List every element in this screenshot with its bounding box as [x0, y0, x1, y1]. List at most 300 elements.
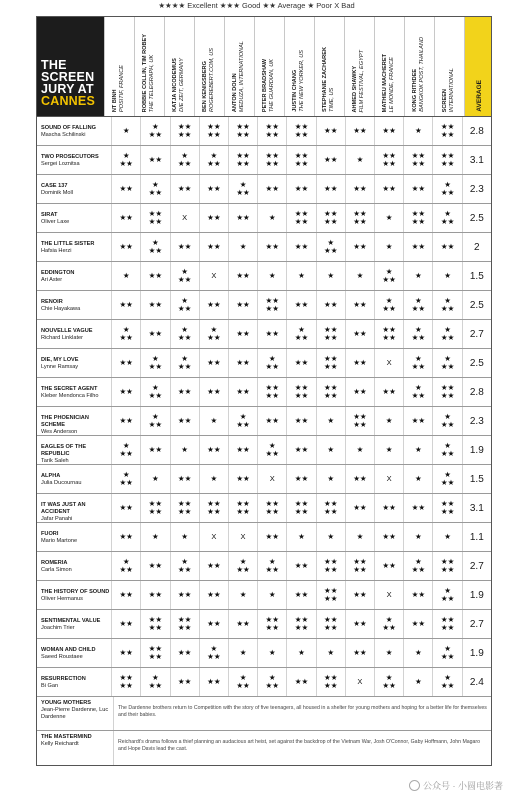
rating-cell — [316, 407, 345, 435]
rating-stars: ★★ — [236, 499, 250, 508]
rating-cell — [170, 494, 199, 522]
critic-label — [412, 37, 426, 112]
rating-cell — [345, 291, 374, 319]
rating-cell — [345, 407, 374, 435]
film-director: Ari Aster — [41, 277, 63, 283]
rating-stars: ★ — [444, 673, 451, 682]
rating-stars: ★★ — [411, 304, 426, 313]
rating-cell — [199, 146, 228, 174]
rating-cell — [316, 465, 345, 493]
rating-cell — [228, 523, 257, 551]
rating-stars: ★★ — [148, 188, 163, 197]
rating-stars: ★★ — [148, 300, 163, 309]
rating-cell — [199, 175, 228, 203]
rating-stars: X — [269, 474, 275, 483]
rating-cell — [345, 117, 374, 145]
critic-column-header — [164, 17, 194, 116]
rating-stars: ★★ — [119, 358, 133, 367]
rating-cell — [286, 233, 315, 261]
rating-stars: ★ — [268, 648, 276, 657]
rating-stars: ★★ — [323, 383, 338, 392]
rating-stars: ★★ — [119, 565, 133, 574]
rating-cell — [432, 639, 461, 667]
rating-stars: ★★ — [177, 122, 192, 131]
rating-stars: ★★ — [440, 130, 455, 139]
film-title: ALPHA — [41, 473, 61, 479]
rating-stars: ★★ — [353, 184, 367, 193]
rating-cell — [228, 668, 257, 696]
rating-stars: ★ — [415, 474, 422, 483]
rating-cell — [403, 494, 432, 522]
rating-stars: ★ — [181, 354, 188, 363]
average-score: 1.5 — [462, 262, 491, 290]
rating-stars: ★★ — [207, 652, 221, 661]
film-info — [37, 146, 111, 174]
rating-stars: ★ — [385, 213, 393, 222]
critic-label — [262, 59, 276, 112]
rating-cell — [345, 436, 374, 464]
rating-stars: ★ — [444, 296, 451, 305]
rating-stars: ★ — [415, 648, 422, 657]
rating-stars: ★ — [385, 615, 393, 624]
rating-stars: ★★ — [440, 391, 455, 400]
rating-cell — [257, 407, 286, 435]
film-info — [37, 233, 111, 261]
rating-cell — [374, 639, 403, 667]
rating-cell — [286, 465, 315, 493]
rating-stars: ★★ — [440, 565, 455, 574]
rating-cell — [170, 465, 199, 493]
rating-stars: ★★ — [440, 362, 455, 371]
film-director: Hafsia Herzi — [41, 248, 72, 254]
rating-stars: ★★ — [207, 242, 221, 251]
critic-name: MATHIEU MACHERET — [382, 53, 389, 112]
rating-stars: ★★ — [440, 188, 455, 197]
rating-stars: ★★ — [323, 391, 338, 400]
rating-cell — [170, 523, 199, 551]
rating-cell — [228, 175, 257, 203]
film-title: SIRAT — [41, 212, 58, 218]
rating-stars: ★ — [415, 271, 422, 280]
rating-stars: ★★ — [440, 304, 455, 313]
critic-column-header — [434, 17, 464, 116]
rating-cell — [257, 552, 286, 580]
rating-stars: ★★ — [294, 217, 309, 226]
rating-stars: ★★ — [177, 275, 192, 284]
rating-stars: ★★ — [207, 619, 221, 628]
rating-stars: ★★ — [236, 151, 250, 160]
rating-stars: ★★ — [236, 445, 250, 454]
rating-cell — [316, 668, 345, 696]
rating-cell — [403, 204, 432, 232]
rating-cell — [316, 320, 345, 348]
average-score: 2.7 — [462, 610, 491, 638]
rating-cell — [432, 204, 461, 232]
rating-stars: ★ — [152, 354, 159, 363]
rating-cell — [403, 639, 432, 667]
rating-stars: ★★ — [323, 333, 338, 342]
average-header-label: AVERAGE — [476, 80, 484, 112]
rating-stars: ★★ — [294, 499, 309, 508]
rating-stars: ★★ — [265, 383, 279, 392]
rating-stars: ★★ — [323, 354, 338, 363]
rating-cell — [374, 552, 403, 580]
film-director: Kleber Mendonca Filho — [41, 393, 99, 399]
rating-stars: ★★ — [119, 416, 133, 425]
rating-cell — [432, 349, 461, 377]
rating-cell — [140, 552, 169, 580]
rating-cell — [286, 552, 315, 580]
rating-stars: ★★ — [323, 594, 338, 603]
film-director: Mario Martone — [41, 538, 78, 544]
film-info — [37, 175, 111, 203]
rating-cell — [286, 378, 315, 406]
rating-cell — [140, 465, 169, 493]
rating-stars: ★★ — [177, 333, 192, 342]
film-director: Wes Anderson — [41, 429, 78, 435]
film-director: Jafar Panahi — [41, 516, 73, 522]
rating-stars: ★★ — [411, 151, 426, 160]
rating-cell — [199, 349, 228, 377]
rating-stars: ★★ — [119, 184, 133, 193]
rating-stars: ★★ — [148, 499, 163, 508]
rating-stars: ★★ — [177, 304, 192, 313]
rating-cell — [432, 668, 461, 696]
rating-stars: ★★ — [119, 503, 133, 512]
rating-stars: ★★ — [207, 122, 221, 131]
rating-stars: ★★ — [294, 151, 309, 160]
wechat-icon — [409, 780, 420, 791]
rating-stars: ★ — [327, 238, 335, 247]
film-title: THE MASTERMIND — [41, 734, 92, 740]
rating-stars: ★ — [210, 151, 218, 160]
rating-stars: ★★ — [119, 532, 133, 541]
rating-cell — [286, 117, 315, 145]
rating-cell — [316, 349, 345, 377]
critic-publication: DIE ZEIT, GERMANY — [179, 58, 186, 112]
average-score: 2 — [462, 233, 491, 261]
rating-stars: ★ — [385, 445, 393, 454]
rating-cell — [403, 552, 432, 580]
rating-cell — [140, 639, 169, 667]
rating-cell — [403, 146, 432, 174]
rating-stars: ★★ — [323, 565, 338, 574]
rating-cell — [403, 117, 432, 145]
rating-cell — [432, 465, 461, 493]
rating-stars: ★★ — [265, 416, 279, 425]
rating-cell — [286, 291, 315, 319]
rating-stars: ★★ — [294, 358, 309, 367]
rating-stars: ★ — [327, 474, 335, 483]
rating-cell — [111, 378, 140, 406]
film-row — [37, 349, 491, 378]
film-info — [37, 407, 111, 435]
film-info — [37, 436, 111, 464]
rating-stars: ★ — [152, 412, 159, 421]
rating-cell — [199, 494, 228, 522]
average-score: 2.3 — [462, 175, 491, 203]
film-director: Joachim Trier — [41, 625, 75, 631]
critic-label — [172, 58, 186, 112]
rating-cell — [286, 639, 315, 667]
rating-stars: ★★ — [440, 449, 455, 458]
rating-stars: ★ — [239, 673, 247, 682]
rating-stars: ★★ — [236, 565, 250, 574]
rating-cell — [170, 117, 199, 145]
rating-cell — [140, 523, 169, 551]
average-score: 1.9 — [462, 436, 491, 464]
rating-stars: ★★ — [323, 673, 338, 682]
rating-cell — [432, 175, 461, 203]
rating-cell — [345, 233, 374, 261]
average-score: 2.3 — [462, 407, 491, 435]
rating-stars: ★★ — [294, 159, 309, 168]
critic-column-header — [344, 17, 374, 116]
film-title: IT WAS JUST AN ACCIDENT — [41, 502, 86, 515]
rating-stars: ★★ — [440, 615, 455, 624]
rating-stars: ★★ — [440, 681, 455, 690]
rating-stars: ★ — [356, 445, 364, 454]
critic-publication: POSITIF, FRANCE — [119, 64, 126, 112]
rating-stars: ★ — [444, 644, 451, 653]
rating-stars: ★★ — [440, 217, 455, 226]
rating-cell — [403, 175, 432, 203]
rating-stars: ★ — [444, 586, 451, 595]
rating-cell — [432, 291, 461, 319]
rating-cell — [286, 668, 315, 696]
jury-grid — [36, 16, 492, 766]
rating-stars: ★★ — [382, 532, 396, 541]
film-info — [37, 610, 111, 638]
rating-cell — [403, 378, 432, 406]
film-row — [37, 407, 491, 436]
rating-cell — [403, 407, 432, 435]
rating-cell — [170, 610, 199, 638]
rating-cell — [228, 581, 257, 609]
rating-stars: X — [386, 358, 392, 367]
rating-stars: ★ — [239, 180, 247, 189]
film-title: FUORI — [41, 531, 59, 537]
rating-stars: ★★ — [207, 213, 221, 222]
rating-cell — [316, 581, 345, 609]
title-line-2: SCREEN — [41, 70, 95, 84]
rating-stars: ★★ — [207, 561, 221, 570]
rating-stars: ★ — [122, 126, 130, 135]
rating-cell — [432, 262, 461, 290]
rating-stars: ★★ — [323, 246, 338, 255]
rating-cell — [345, 523, 374, 551]
title-line-1: THE — [41, 58, 67, 72]
critic-name: STEPHANIE ZACHAREK — [322, 47, 329, 112]
rating-stars: ★ — [268, 590, 276, 599]
rating-stars: ★★ — [119, 300, 133, 309]
critic-label — [112, 65, 126, 112]
critic-name: NT BINH — [112, 89, 119, 112]
rating-cell — [316, 204, 345, 232]
rating-stars: ★★ — [148, 130, 163, 139]
average-score: 1.9 — [462, 639, 491, 667]
rating-cell — [374, 291, 403, 319]
critic-label — [232, 41, 246, 112]
rating-stars: ★★ — [236, 681, 250, 690]
rating-stars: ★★ — [353, 358, 367, 367]
rating-cell — [374, 378, 403, 406]
rating-cell — [374, 233, 403, 261]
rating-stars: ★★ — [177, 499, 192, 508]
critic-column-header — [254, 17, 284, 116]
rating-stars: ★★ — [323, 499, 338, 508]
rating-cell — [257, 262, 286, 290]
rating-stars: ★★ — [382, 304, 396, 313]
rating-stars: ★★ — [265, 242, 279, 251]
rating-stars: ★★ — [177, 565, 192, 574]
average-score: 2.5 — [462, 291, 491, 319]
rating-stars: ★★ — [236, 329, 250, 338]
rating-stars: ★★ — [323, 586, 338, 595]
film-row — [37, 378, 491, 407]
rating-cell — [111, 146, 140, 174]
rating-stars: ★ — [152, 383, 159, 392]
film-title: TWO PROSECUTORS — [41, 154, 99, 160]
rating-stars: ★★ — [353, 387, 367, 396]
rating-stars: ★★ — [207, 445, 221, 454]
rating-stars: ★★ — [440, 507, 455, 516]
rating-cell — [111, 610, 140, 638]
rating-stars: ★ — [327, 648, 335, 657]
rating-cell — [199, 262, 228, 290]
rating-stars: ★★ — [440, 652, 455, 661]
rating-stars: ★★ — [177, 648, 192, 657]
rating-stars: ★★ — [382, 623, 396, 632]
critic-publication: ROGEREBERT.COM, US — [209, 47, 216, 112]
rating-stars: ★ — [415, 557, 422, 566]
rating-cell — [228, 465, 257, 493]
title-line-3: JURY AT — [41, 82, 94, 96]
rating-cell — [257, 378, 286, 406]
rating-stars: ★★ — [294, 391, 309, 400]
film-title: THE PHOENICIAN SCHEME — [41, 415, 89, 428]
critic-column-header — [134, 17, 164, 116]
film-info — [37, 731, 113, 765]
rating-cell — [111, 494, 140, 522]
rating-cell — [257, 117, 286, 145]
rating-stars: ★★ — [353, 300, 367, 309]
film-director: Dominik Moll — [41, 190, 74, 196]
average-score: 3.1 — [462, 146, 491, 174]
rating-cell — [345, 262, 374, 290]
rating-cell — [199, 465, 228, 493]
rating-stars: ★★ — [177, 615, 192, 624]
rating-stars: ★ — [327, 532, 335, 541]
film-row — [37, 262, 491, 291]
rating-cell — [374, 668, 403, 696]
rating-stars: ★ — [181, 325, 188, 334]
rating-cell — [228, 262, 257, 290]
rating-cell — [199, 291, 228, 319]
rating-stars: ★★ — [382, 681, 396, 690]
rating-cell — [286, 610, 315, 638]
rating-cell — [170, 378, 199, 406]
rating-cell — [374, 320, 403, 348]
film-row — [37, 175, 491, 204]
rating-cell — [170, 552, 199, 580]
grid-header — [37, 17, 491, 117]
rating-cell — [199, 523, 228, 551]
rating-stars: ★★ — [177, 507, 192, 516]
rating-cell — [374, 175, 403, 203]
critic-name: AHMED SHAWKY — [352, 65, 359, 112]
rating-stars: ★ — [444, 271, 451, 280]
rating-stars: ★★ — [294, 130, 309, 139]
rating-cell — [257, 436, 286, 464]
film-title: NOUVELLE VAGUE — [41, 328, 93, 334]
rating-stars: ★★ — [119, 213, 133, 222]
rating-stars: ★★ — [177, 184, 192, 193]
film-info — [37, 117, 111, 145]
rating-cell — [140, 581, 169, 609]
rating-stars: ★★ — [353, 557, 367, 566]
film-title: YOUNG MOTHERS — [41, 700, 92, 706]
rating-cell — [432, 146, 461, 174]
film-synopsis: Reichardt's drama follows a thief planning an audacious art heist, set against the backdrop of the Vietnam War, Josh O'Connor, Gaby Hoffmann, John Magaro and Hope Davis lead the cast. — [113, 731, 491, 765]
rating-stars: ★★ — [236, 474, 250, 483]
film-title: THE HISTORY OF SOUND — [41, 589, 110, 595]
rating-stars: ★★ — [148, 623, 163, 632]
film-info — [37, 697, 113, 730]
rating-cell — [170, 407, 199, 435]
rating-cell — [199, 610, 228, 638]
rating-cell — [140, 436, 169, 464]
average-score: 2.4 — [462, 668, 491, 696]
rating-cell — [286, 204, 315, 232]
rating-stars: ★ — [444, 532, 451, 541]
rating-stars: ★ — [444, 180, 451, 189]
rating-stars: ★★ — [177, 474, 192, 483]
rating-stars: ★★ — [294, 474, 309, 483]
unrated-film-row — [37, 697, 491, 731]
rating-cell — [111, 552, 140, 580]
rating-stars: ★★ — [119, 619, 133, 628]
average-score: 1.1 — [462, 523, 491, 551]
rating-cell — [140, 610, 169, 638]
rating-cell — [286, 175, 315, 203]
rating-stars: ★★ — [440, 499, 455, 508]
rating-stars: X — [386, 474, 392, 483]
rating-stars: ★ — [385, 416, 393, 425]
rating-cell — [140, 349, 169, 377]
film-row — [37, 494, 491, 523]
rating-stars: ★★ — [382, 333, 396, 342]
rating-cell — [257, 233, 286, 261]
rating-cell — [199, 581, 228, 609]
rating-stars: ★★ — [265, 159, 279, 168]
rating-cell — [345, 494, 374, 522]
rating-legend: ★★★★ Excellent ★★★ Good ★★ Average ★ Poor X Bad — [158, 1, 355, 10]
critic-label — [382, 54, 396, 112]
film-title: DIE, MY LOVE — [41, 357, 79, 363]
rating-stars: ★ — [298, 271, 305, 280]
rating-cell — [111, 523, 140, 551]
rating-cell — [374, 610, 403, 638]
rating-stars: ★★ — [265, 532, 279, 541]
critic-name: ROBBIE COLLIN, TIM ROBEY — [142, 33, 149, 112]
rating-stars: ★★ — [207, 130, 221, 139]
film-director: Mascha Schilinski — [41, 132, 86, 138]
film-director: Sergei Loznitsa — [41, 161, 80, 167]
rating-stars: ★★ — [440, 122, 455, 131]
rating-cell — [286, 349, 315, 377]
film-title: EDDINGTON — [41, 270, 75, 276]
